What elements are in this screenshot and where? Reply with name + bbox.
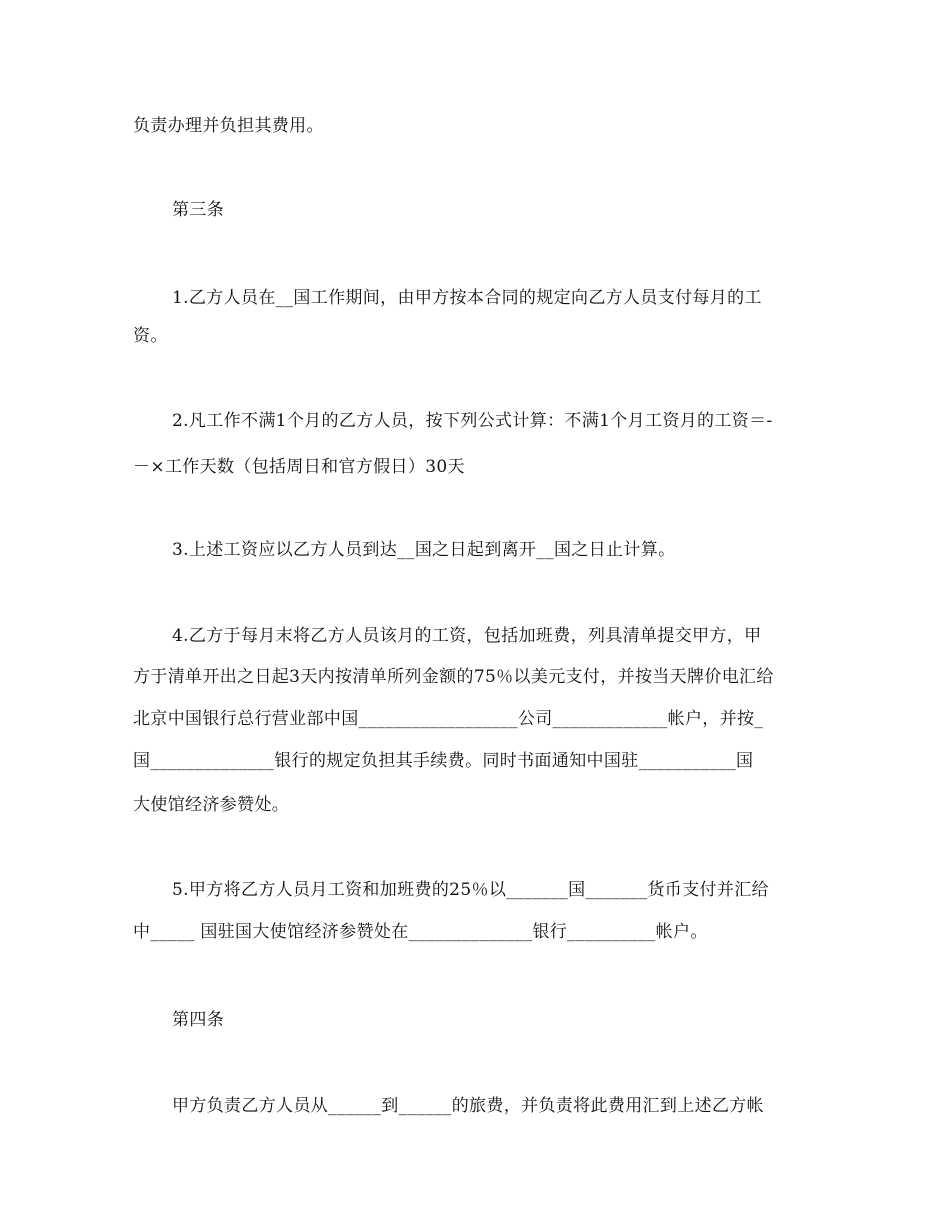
paragraph-line: 大使馆经济参赞处。 [133, 795, 290, 815]
article-heading: 第四条 [172, 1010, 225, 1030]
paragraph-line: 方于清单开出之日起3天内按清单所列金额的75％以美元支付，并按当天牌价电汇给 [133, 667, 774, 687]
paragraph-line: 2.凡工作不满1个月的乙方人员，按下列公式计算：不满1个月工资月的工资＝- [172, 411, 773, 431]
paragraph-line: 国______________银行的规定负担其手续费。同时书面通知中国驻___________国 [133, 751, 754, 771]
article-heading: 第三条 [172, 200, 225, 220]
paragraph-line: 5.甲方将乙方人员月工资和加班费的25％以_______国_______货币支付并汇给 [172, 880, 769, 900]
paragraph-line: －×工作天数（包括周日和官方假日）30天 [133, 457, 465, 477]
paragraph-line: 负责办理并负担其费用。 [133, 116, 324, 136]
paragraph-line: 资。 [133, 326, 168, 346]
paragraph-line: 甲方负责乙方人员从______到______的旅费，并负责将此费用汇到上述乙方帐 [172, 1096, 764, 1116]
paragraph-line: 1.乙方人员在__国工作期间，由甲方按本合同的规定向乙方人员支付每月的工 [172, 288, 762, 308]
paragraph-line: 4.乙方于每月末将乙方人员该月的工资，包括加班费，列具清单提交甲方，甲 [172, 626, 762, 646]
paragraph-line: 3.上述工资应以乙方人员到达__国之日起到离开__国之日止计算。 [172, 540, 676, 560]
paragraph-line: 北京中国银行总行营业部中国__________________公司_____________帐户，并按_ [133, 709, 764, 729]
paragraph-line: 中_____ 国驻国大使馆经济参赞处在______________银行__________帐户。 [133, 922, 708, 942]
